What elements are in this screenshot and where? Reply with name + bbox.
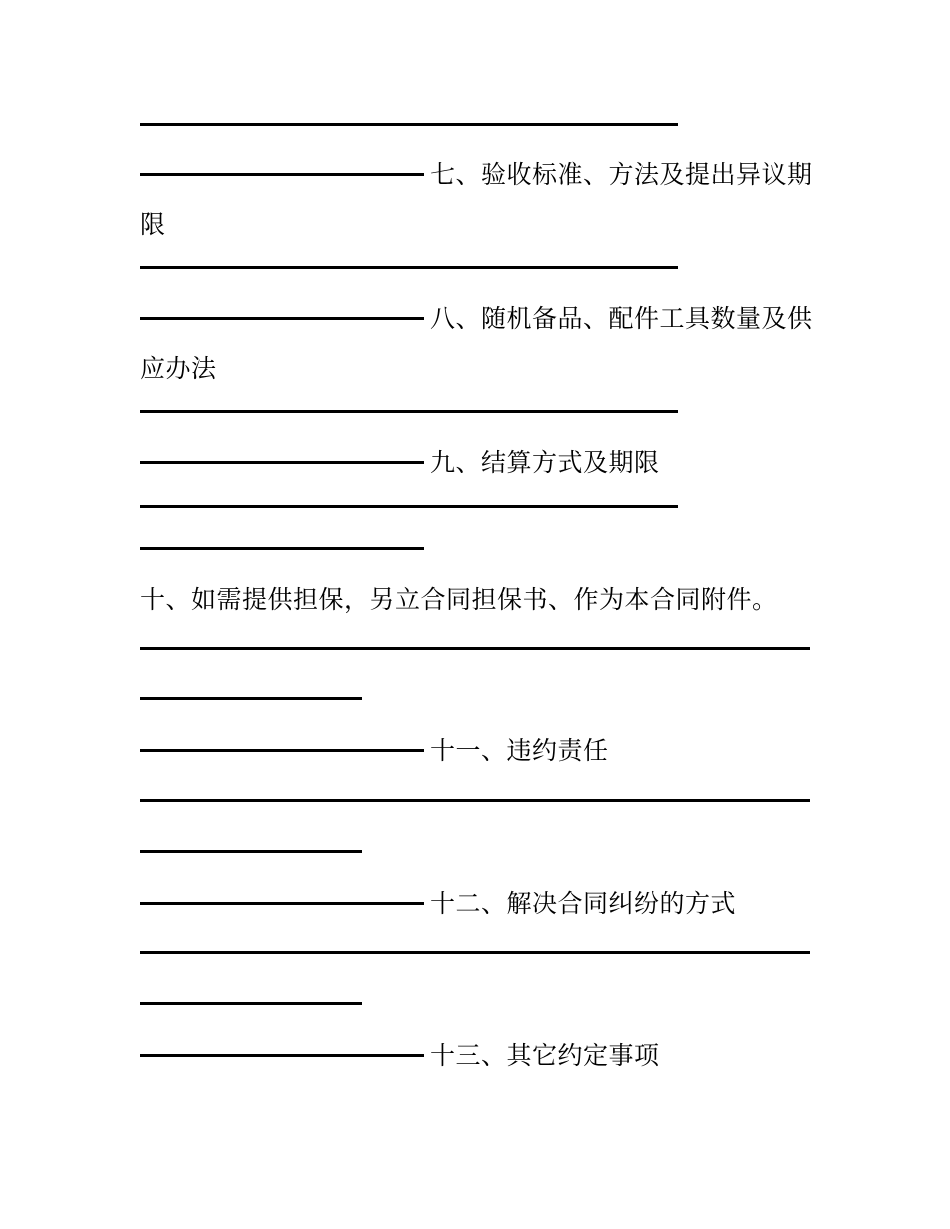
blank-line [140,1002,362,1005]
blank-line [140,266,678,269]
blank-line [140,123,678,126]
blank-line [140,647,810,650]
section-13-heading: 十三、其它约定事项 [430,1041,660,1070]
section-8-heading: 八、随机备品、配件工具数量及供 [430,304,813,333]
blank-line [140,461,424,464]
blank-line [140,547,424,550]
blank-line [140,697,362,700]
blank-line [140,173,424,176]
section-7-heading: 七、验收标准、方法及提出异议期 [430,160,813,189]
section-11-heading: 十一、违约责任 [430,736,609,765]
blank-line [140,1054,424,1057]
blank-line [140,799,810,802]
blank-line [140,505,678,508]
blank-line [140,749,424,752]
blank-line [140,410,678,413]
section-12-heading: 十二、解决合同纠纷的方式 [430,889,737,918]
section-9-heading: 九、结算方式及期限 [430,448,660,477]
section-8-continuation: 应办法 [140,354,217,383]
section-10-text: 十、如需提供担保，另立合同担保书、作为本合同附件。 [140,585,778,614]
blank-line [140,902,424,905]
blank-line [140,317,424,320]
blank-line [140,850,362,853]
section-7-continuation: 限 [140,210,166,239]
blank-line [140,951,810,954]
